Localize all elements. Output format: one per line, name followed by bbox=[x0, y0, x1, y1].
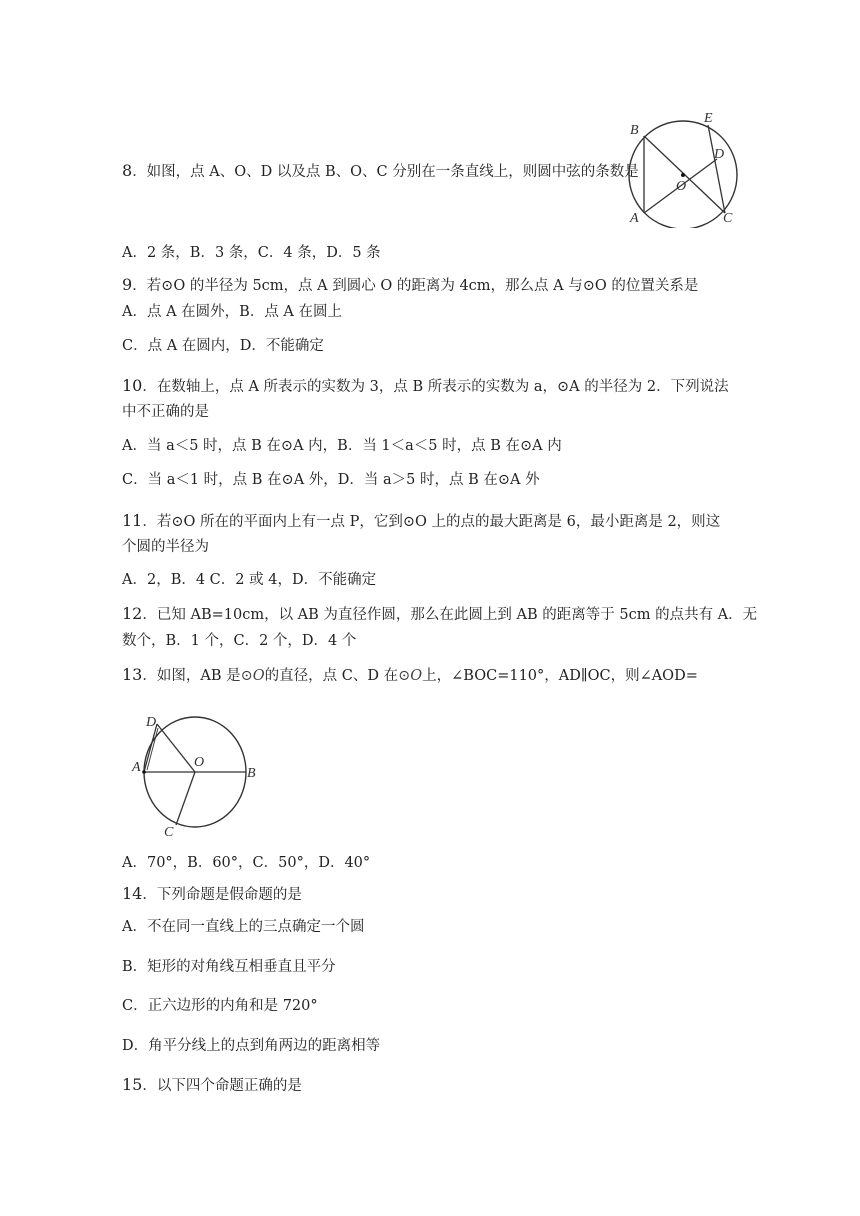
q8-stem-text: ．如图，点 A、O、D 以及点 B、O、C 分别在一条直线上，则圆中弦的条数是 bbox=[132, 164, 639, 180]
q15-stem bbox=[122, 1075, 302, 1096]
q14-number: 14 bbox=[122, 884, 143, 903]
q8-figure bbox=[624, 108, 750, 228]
q13-figure bbox=[128, 708, 268, 842]
q9-number: 9 bbox=[122, 275, 133, 294]
q10-options-cd: C．当 a＜1 时，点 B 在⊙A 外，D．当 a＞5 时，点 B 在⊙A 外 bbox=[122, 472, 540, 488]
q12-stem-text: ．已知 AB=10cm，以 AB 为直径作圆，那么在此圆上到 AB 的距离等于 5cm 的点共有 A．无 bbox=[142, 607, 758, 623]
q10-options-ab: A．当 a＜5 时，点 B 在⊙A 内，B．当 1＜a＜5 时，点 B 在⊙A 内 bbox=[122, 438, 562, 454]
q8-stem bbox=[122, 161, 639, 182]
q13-point-a bbox=[142, 770, 146, 774]
q10-stem-line1 bbox=[122, 376, 729, 397]
q8-label-d: D bbox=[714, 147, 725, 162]
q8-label-c: C bbox=[723, 211, 733, 226]
q13-label-o: O bbox=[194, 755, 205, 770]
q15-stem-text: ．以下四个命题正确的是 bbox=[142, 1078, 302, 1094]
q13-number: 13 bbox=[122, 665, 143, 684]
q13-stem-b: 的直径，点 C、D 在 bbox=[264, 668, 399, 684]
q13-circle-o-symbol-2: ⊙O bbox=[398, 668, 423, 684]
q10-stem-text: ．在数轴上，点 A 所表示的实数为 3，点 B 所表示的实数为 a，⊙A 的半径为 2．下列说法 bbox=[142, 379, 729, 395]
q14-option-b: B．矩形的对角线互相垂直且平分 bbox=[122, 959, 336, 975]
q14-option-d: D．角平分线上的点到角两边的距离相等 bbox=[122, 1038, 381, 1054]
q8-label-a: A bbox=[630, 211, 639, 226]
q9-options-cd: C．点 A 在圆内，D．不能确定 bbox=[122, 338, 324, 354]
q11-number: 11 bbox=[122, 511, 143, 530]
q13-options: A．70°，B．60°，C．50°，D．40° bbox=[122, 855, 371, 871]
q8-label-e: E bbox=[704, 111, 713, 126]
q13-chord-ad bbox=[144, 724, 157, 772]
q10-number: 10 bbox=[122, 376, 143, 395]
q10-stem-line2: 中不正确的是 bbox=[122, 404, 209, 420]
q13-stem-c: 上，∠BOC=110°，AD∥OC，则∠AOD= bbox=[422, 668, 698, 684]
q12-number: 12 bbox=[122, 604, 143, 623]
q8-options: A．2 条，B．3 条，C．4 条，D．5 条 bbox=[122, 245, 381, 261]
q13-segment-od bbox=[157, 724, 195, 772]
q13-stem bbox=[122, 665, 698, 686]
q11-stem-line1 bbox=[122, 511, 720, 532]
q9-stem-text: ．若⊙O 的半径为 5cm，点 A 到圆心 O 的距离为 4cm，那么点 A 与⊙O 的位置关系是 bbox=[132, 278, 699, 294]
q12-stem-line2: 数个，B．1 个，C．2 个，D．4 个 bbox=[122, 633, 357, 649]
q8-label-o: O bbox=[676, 179, 687, 194]
q13-label-d: D bbox=[146, 715, 157, 730]
q11-options: A．2，B．4 C．2 或 4，D．不能确定 bbox=[122, 572, 377, 588]
q13-segment-oc bbox=[176, 772, 195, 825]
q12-stem-line1 bbox=[122, 604, 757, 625]
q13-circle-o-symbol: ⊙O bbox=[240, 668, 265, 684]
q13-stem-a: ．如图，AB 是 bbox=[142, 668, 241, 684]
q13-label-b: B bbox=[247, 766, 256, 781]
q13-label-c: C bbox=[164, 825, 174, 840]
q14-stem bbox=[122, 884, 302, 905]
q8-number: 8 bbox=[122, 161, 133, 180]
q14-stem-text: ．下列命题是假命题的是 bbox=[142, 887, 302, 903]
q8-center-point bbox=[681, 173, 685, 177]
q9-options-ab: A．点 A 在圆外，B．点 A 在圆上 bbox=[122, 304, 343, 320]
q13-label-a: A bbox=[132, 760, 141, 775]
q9-stem bbox=[122, 275, 698, 296]
q14-option-c: C．正六边形的内角和是 720° bbox=[122, 998, 318, 1014]
q15-number: 15 bbox=[122, 1075, 143, 1094]
q14-option-a: A．不在同一直线上的三点确定一个圆 bbox=[122, 919, 365, 935]
q11-stem-line2: 个圆的半径为 bbox=[122, 539, 209, 555]
q8-label-b: B bbox=[630, 123, 639, 138]
q11-stem-text: ．若⊙O 所在的平面内上有一点 P，它到⊙O 上的点的最大距离是 6，最小距离是 2，则这 bbox=[142, 514, 721, 530]
